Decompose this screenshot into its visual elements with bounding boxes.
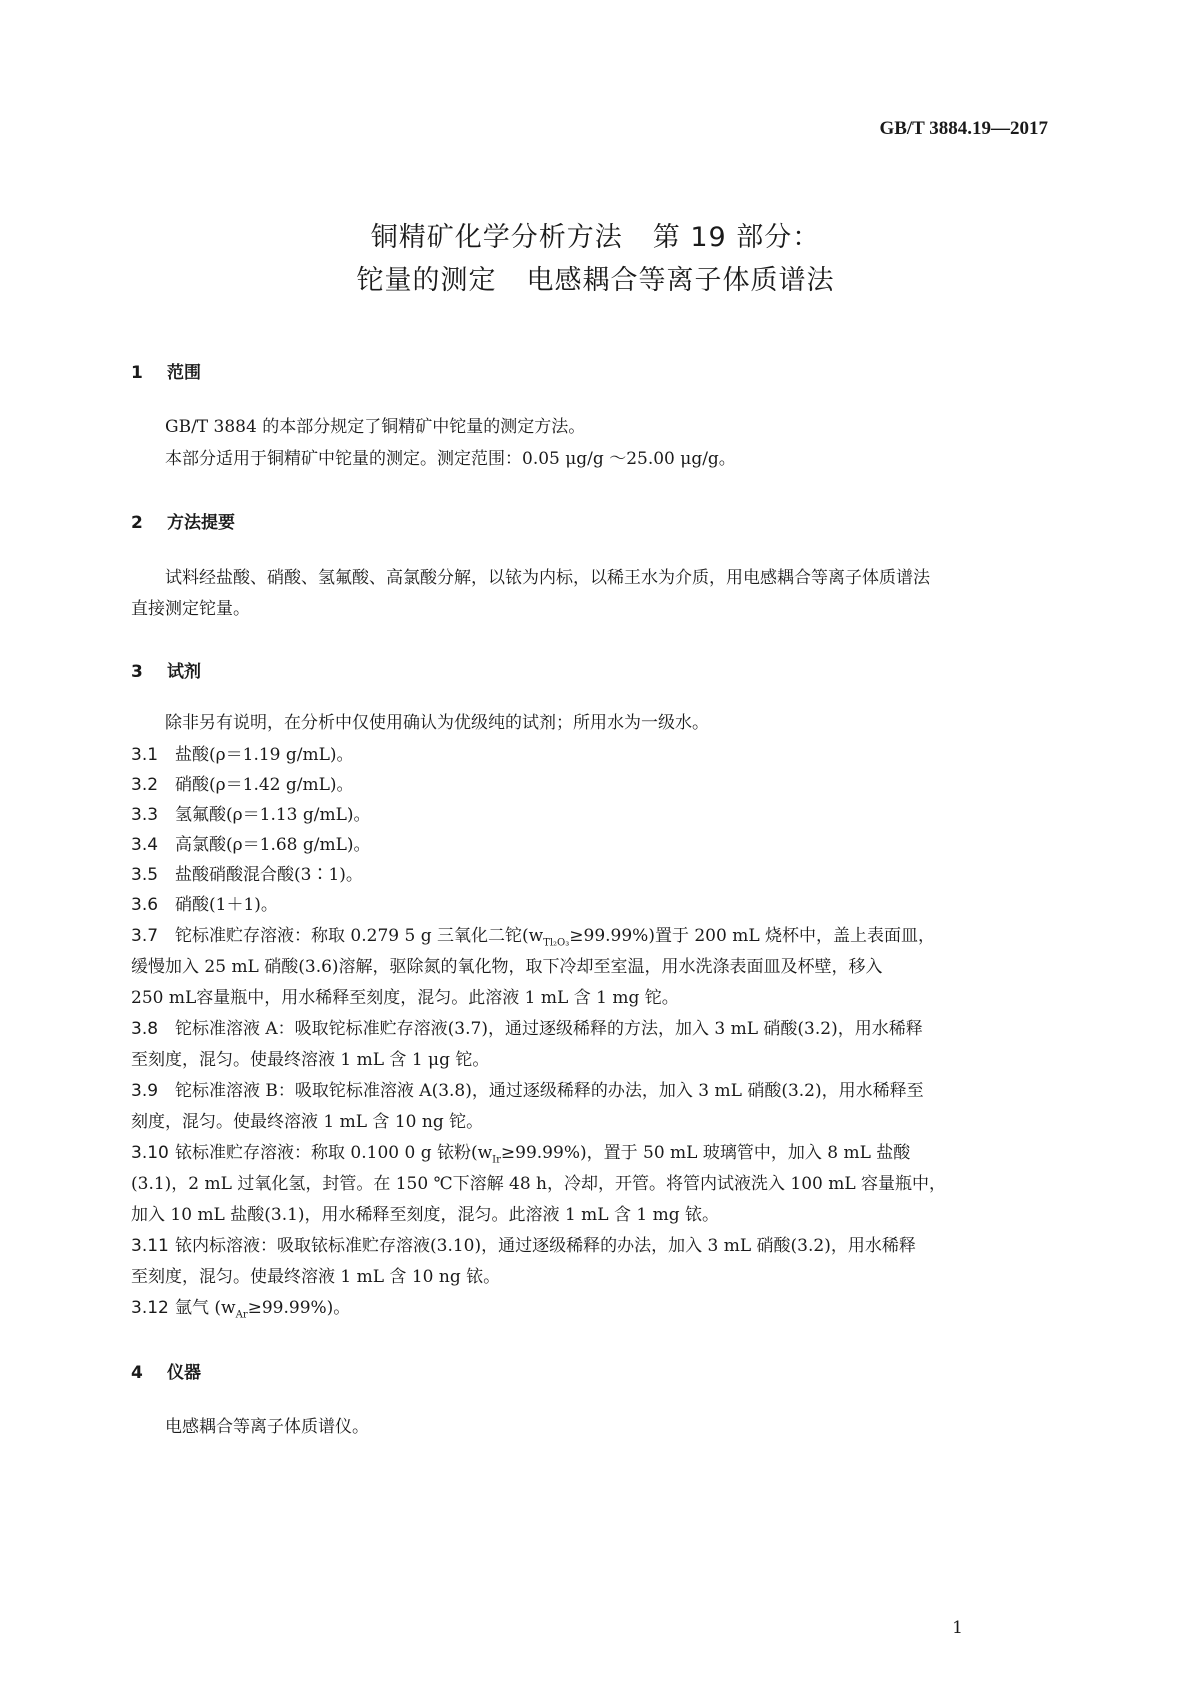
item-subscript: Ar xyxy=(235,1309,248,1321)
reagent-item xyxy=(131,860,363,890)
title-line1-part-a: 铜精矿化学分析方法 xyxy=(370,222,623,253)
item-text: 铊标准溶液 B：吸取铊标准溶液 A(3.8)，通过逐级稀释的办法，加入 3 mL 硝酸(3.2)，用水稀释至 xyxy=(175,1081,924,1101)
item-text: 铊标准溶液 A：吸取铊标准贮存溶液(3.7)，通过逐级稀释的方法，加入 3 mL 硝酸(3.2)，用水稀释 xyxy=(175,1019,923,1039)
item-number: 3.2 xyxy=(131,775,159,795)
section-title: 仪器 xyxy=(167,1363,201,1383)
reagent-item xyxy=(131,890,278,920)
item-number: 3.9 xyxy=(131,1081,159,1101)
reagent-item xyxy=(131,1014,923,1044)
reagent-item-continuation: 至刻度，混匀。使最终溶液 1 mL 含 10 ng 铱。 xyxy=(131,1267,501,1287)
item-number: 3.3 xyxy=(131,805,159,825)
reagent-item xyxy=(131,1076,924,1106)
instruments-paragraph: 电感耦合等离子体质谱仪。 xyxy=(165,1417,369,1437)
item-number: 3.8 xyxy=(131,1019,159,1039)
section-heading-reagents xyxy=(131,657,201,682)
item-text: 硝酸(1＋1)。 xyxy=(175,895,278,915)
title-line2-part-b: 电感耦合等离子体质谱法 xyxy=(526,265,835,296)
section-number: 1 xyxy=(131,363,143,383)
item-number: 3.12 xyxy=(131,1298,169,1318)
item-number: 3.11 xyxy=(131,1236,169,1256)
section-title: 方法提要 xyxy=(167,513,235,533)
item-text: 高氯酸(ρ＝1.68 g/mL)。 xyxy=(175,835,371,855)
item-number: 3.10 xyxy=(131,1143,169,1163)
reagent-item xyxy=(131,1231,916,1261)
item-text-b: ≥99.99%)，置于 50 mL 玻璃管中，加入 8 mL 盐酸 xyxy=(500,1143,911,1163)
item-text-a: 氩气 (w xyxy=(175,1298,236,1318)
item-number: 3.7 xyxy=(131,926,159,946)
reagents-intro: 除非另有说明，在分析中仅使用确认为优级纯的试剂；所用水为一级水。 xyxy=(165,713,709,733)
reagent-item xyxy=(131,1293,350,1330)
item-number: 3.1 xyxy=(131,745,159,765)
section-heading-principle xyxy=(131,508,235,533)
section-title: 范围 xyxy=(167,363,201,383)
item-subscript: Tl₂O₃ xyxy=(543,937,570,949)
reagent-item-continuation: 250 mL容量瓶中，用水稀释至刻度，混匀。此溶液 1 mL 含 1 mg 铊。 xyxy=(131,988,679,1008)
item-text-b: ≥99.99%)。 xyxy=(247,1298,351,1318)
item-text: 氢氟酸(ρ＝1.13 g/mL)。 xyxy=(175,805,371,825)
item-number: 3.6 xyxy=(131,895,159,915)
item-text-b: ≥99.99%)置于 200 mL 烧杯中，盖上表面皿， xyxy=(569,926,936,946)
item-text: 盐酸硝酸混合酸(3∶1)。 xyxy=(175,865,363,885)
title-line1-part-b: 第 19 部分： xyxy=(652,222,821,253)
item-subscript: Ir xyxy=(492,1154,501,1166)
item-text: 铱内标溶液：吸取铱标准贮存溶液(3.10)，通过逐级稀释的办法，加入 3 mL 硝酸(3.2)，用水稀释 xyxy=(175,1236,916,1256)
reagent-item xyxy=(131,770,354,800)
item-number: 3.4 xyxy=(131,835,159,855)
page-number: 1 xyxy=(952,1618,963,1638)
section-number: 2 xyxy=(131,513,143,533)
reagent-item xyxy=(131,740,354,770)
principle-line-1: 试料经盐酸、硝酸、氢氟酸、高氯酸分解，以铱为内标，以稀王水为介质，用电感耦合等离子体质谱法 xyxy=(165,568,930,588)
section-number: 3 xyxy=(131,662,143,682)
section-heading-instruments xyxy=(131,1358,201,1383)
reagent-item-continuation: 至刻度，混匀。使最终溶液 1 mL 含 1 μg 铊。 xyxy=(131,1050,490,1070)
item-number: 3.5 xyxy=(131,865,159,885)
reagent-item-continuation: 加入 10 mL 盐酸(3.1)，用水稀释至刻度，混匀。此溶液 1 mL 含 1 mg 铱。 xyxy=(131,1205,720,1225)
reagent-item xyxy=(131,830,371,860)
document-title-line-1 xyxy=(0,215,1191,254)
title-line2-part-a: 铊量的测定 xyxy=(356,265,497,296)
reagent-item-continuation: (3.1)，2 mL 过氧化氢，封管。在 150 ℃下溶解 48 h，冷却，开管。将管内试液洗入 100 mL 容量瓶中， xyxy=(131,1174,947,1194)
item-text-a: 铊标准贮存溶液：称取 0.279 5 g 三氧化二铊(w xyxy=(175,926,544,946)
item-text: 硝酸(ρ＝1.42 g/mL)。 xyxy=(175,775,354,795)
item-text: 盐酸(ρ＝1.19 g/mL)。 xyxy=(175,745,354,765)
section-heading-scope xyxy=(131,358,201,383)
reagent-item-continuation: 缓慢加入 25 mL 硝酸(3.6)溶解，驱除氮的氧化物，取下冷却至室温，用水洗涤表面皿及杯壁，移入 xyxy=(131,957,883,977)
section-number: 4 xyxy=(131,1363,143,1383)
scope-paragraph-1: GB/T 3884 的本部分规定了铜精矿中铊量的测定方法。 xyxy=(165,417,586,437)
section-title: 试剂 xyxy=(167,662,201,682)
principle-line-2: 直接测定铊量。 xyxy=(131,599,250,619)
item-text-a: 铱标准贮存溶液：称取 0.100 0 g 铱粉(w xyxy=(175,1143,493,1163)
reagent-item xyxy=(131,800,371,830)
scope-paragraph-2: 本部分适用于铜精矿中铊量的测定。测定范围：0.05 μg/g ～25.00 μg/g。 xyxy=(165,449,736,469)
reagent-item-continuation: 刻度，混匀。使最终溶液 1 mL 含 10 ng 铊。 xyxy=(131,1112,484,1132)
document-title-line-2 xyxy=(0,258,1191,297)
standard-number: GB/T 3884.19—2017 xyxy=(879,118,1048,139)
